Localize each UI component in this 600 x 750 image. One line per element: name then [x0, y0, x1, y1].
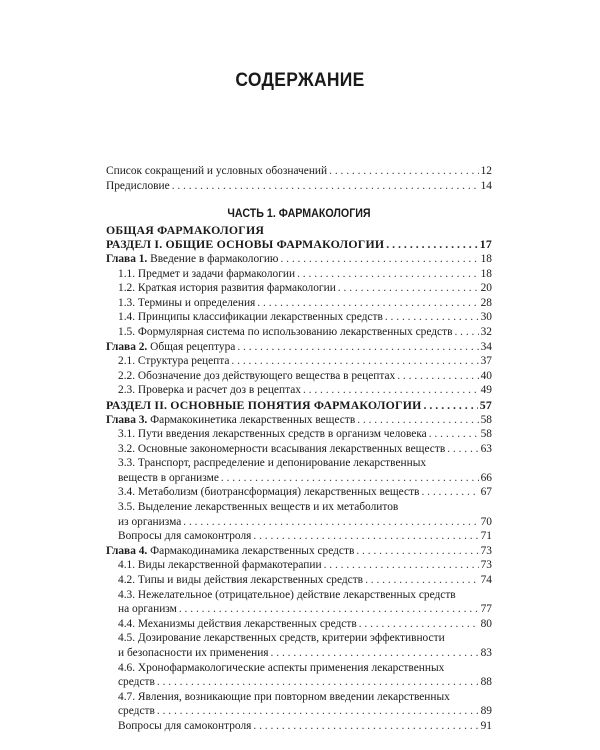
entry-page: 67 [480, 486, 492, 499]
toc-item-1-5 [106, 325, 492, 340]
entry-page: 73 [480, 559, 492, 572]
part-title: ЧАСТЬ 1. ФАРМАКОЛОГИЯ [227, 207, 371, 221]
entry-title: Вопросы для самоконтроля [118, 530, 252, 543]
entry-title-cont: из организма [118, 515, 182, 528]
entry-page: 77 [480, 603, 492, 616]
toc-item-3-2 [106, 442, 492, 457]
dot-leader [359, 617, 479, 632]
entry-title: 1.4. Принципы классификации лекарственных средств [118, 311, 383, 324]
toc-item-1-3 [106, 296, 492, 311]
dot-leader [253, 529, 478, 544]
entry-page: 28 [480, 296, 492, 309]
dot-leader [357, 413, 478, 428]
chapter-name: Общая рецептура [147, 340, 236, 353]
entry-page: 49 [480, 384, 492, 397]
dot-leader [397, 369, 478, 384]
dot-leader [365, 573, 479, 588]
dot-leader [179, 602, 479, 617]
toc-section-1 [106, 237, 492, 252]
toc-item-3-1 [106, 427, 492, 442]
entry-title: 4.4. Механизмы действия лекарственных средств [118, 617, 357, 630]
toc-item-3-3-line2 [106, 471, 492, 486]
entry-title-cont: средств [118, 705, 155, 718]
toc-item-3-3-line1 [106, 456, 492, 471]
dot-leader [324, 558, 479, 573]
entry-title-cont: средств [118, 676, 155, 689]
toc-item-4-4 [106, 617, 492, 632]
entry-title: Список сокращений и условных обозначений [106, 165, 328, 177]
dot-leader [303, 383, 479, 398]
toc-item-4-questions [106, 719, 492, 734]
entry-title: Предисловие [106, 179, 170, 192]
chapter-label: Глава 3. [106, 413, 148, 426]
toc-chapter-2 [106, 340, 492, 355]
table-of-contents [106, 164, 492, 734]
entry-title: 2.3. Проверка и расчет доз в рецептах [118, 384, 301, 397]
dot-leader [454, 325, 478, 340]
toc-section-2 [106, 398, 492, 413]
entry-title: 4.1. Виды лекарственной фармакотерапии [118, 559, 322, 572]
dot-leader [257, 296, 478, 311]
entry-page: 80 [480, 617, 492, 630]
toc-item-2-2 [106, 369, 492, 384]
entry-page: 57 [479, 397, 492, 412]
dot-leader [329, 164, 478, 179]
toc-item-3-4 [106, 485, 492, 500]
toc-item-4-5-line1 [106, 631, 492, 646]
section-title: РАЗДЕЛ II. ОСНОВНЫЕ ПОНЯТИЯ ФАРМАКОЛОГИИ [106, 397, 422, 412]
toc-item-3-questions [106, 529, 492, 544]
toc-item-4-6-line1 [106, 661, 492, 676]
dot-leader [386, 237, 478, 252]
entry-title: Вопросы для самоконтроля [118, 719, 252, 732]
entry-title-cont: веществ в организме [118, 471, 219, 484]
dot-leader [271, 646, 479, 661]
toc-item-4-1 [106, 558, 492, 573]
toc-item-4-5-line2 [106, 646, 492, 661]
general-pharmacology-title: ОБЩАЯ ФАРМАКОЛОГИЯ [106, 222, 265, 237]
toc-item-3-5-line1 [106, 500, 492, 515]
entry-page: 70 [480, 515, 492, 528]
entry-title: 4.6. Хронофармакологические аспекты применения лекарственных [118, 661, 445, 674]
dot-leader [447, 442, 478, 457]
dot-leader [424, 398, 478, 413]
dot-leader [429, 427, 479, 442]
entry-title: 3.1. Пути введения лекарственных средств в организм человека [118, 428, 427, 441]
entry-page: 18 [480, 267, 492, 280]
entry-title: 1.3. Термины и определения [118, 296, 256, 309]
entry-page: 37 [480, 355, 492, 368]
dot-leader [280, 252, 478, 267]
toc-item-1-4 [106, 310, 492, 325]
toc-item-4-3-line2 [106, 602, 492, 617]
toc-item-4-2 [106, 573, 492, 588]
entry-page: 34 [480, 340, 492, 353]
toc-item-4-3-line1 [106, 588, 492, 603]
toc-item-2-3 [106, 383, 492, 398]
entry-title-cont: и безопасности их применения [118, 647, 269, 659]
toc-item-4-7-line1 [106, 690, 492, 705]
chapter-name: Введение в фармакологию [147, 252, 279, 265]
toc-item-2-1 [106, 354, 492, 369]
dot-leader [421, 485, 478, 500]
entry-page: 58 [480, 428, 492, 441]
entry-title-cont: на организм [118, 603, 177, 616]
entry-title: 3.3. Транспорт, распределение и депонирование лекарственных [118, 457, 427, 470]
toc-item-4-6-line2 [106, 675, 492, 690]
dot-leader [297, 267, 479, 282]
entry-title: 1.2. Краткая история развития фармакологии [118, 282, 336, 295]
entry-title: 1.1. Предмет и задачи фармакологии [118, 267, 296, 280]
chapter-title [106, 340, 235, 355]
entry-page: 12 [480, 165, 492, 177]
entry-page: 66 [480, 471, 492, 484]
toc-item-1-1 [106, 267, 492, 282]
toc-item-3-5-line2 [106, 515, 492, 530]
chapter-name: Фармакодинамика лекарственных средств [147, 544, 355, 557]
toc-chapter-1 [106, 252, 492, 267]
entry-title: 4.7. Явления, возникающие при повторном введении лекарственных [118, 690, 450, 703]
toc-item-1-2 [106, 281, 492, 296]
entry-page: 83 [480, 647, 492, 659]
toc-chapter-4 [106, 544, 492, 559]
dot-leader [356, 544, 478, 559]
dot-leader [172, 179, 479, 194]
dot-leader [157, 704, 479, 719]
entry-title: 3.5. Выделение лекарственных веществ и их метаболитов [118, 501, 399, 514]
chapter-title [106, 413, 355, 428]
chapter-name: Фармакокинетика лекарственных веществ [147, 413, 356, 426]
entry-page: 18 [480, 252, 492, 265]
chapter-label: Глава 4. [106, 544, 148, 557]
entry-page: 40 [480, 369, 492, 382]
toc-chapter-3 [106, 413, 492, 428]
entry-page: 30 [480, 311, 492, 324]
entry-title: 2.2. Обозначение доз действующего вещества в рецептах [118, 369, 396, 382]
entry-page: 17 [479, 237, 492, 252]
section-title: РАЗДЕЛ I. ОБЩИЕ ОСНОВЫ ФАРМАКОЛОГИИ [106, 237, 385, 252]
entry-title: 4.3. Нежелательное (отрицательное) действие лекарственных средств [118, 588, 456, 601]
entry-page: 20 [480, 282, 492, 295]
dot-leader [237, 340, 478, 355]
chapter-title [106, 252, 278, 267]
entry-title: 3.4. Метаболизм (биотрансформация) лекарственных веществ [118, 486, 420, 499]
entry-page: 58 [480, 413, 492, 426]
toc-entry-preface [106, 179, 492, 194]
dot-leader [385, 310, 479, 325]
chapter-title [106, 544, 354, 559]
chapter-label: Глава 2. [106, 340, 148, 353]
entry-title: 4.5. Дозирование лекарственных средств, критерии эффективности [118, 632, 445, 645]
entry-page: 32 [480, 325, 492, 338]
entry-page: 74 [480, 574, 492, 587]
toc-entry-abbreviations [106, 164, 492, 179]
dot-leader [338, 281, 479, 296]
entry-page: 88 [480, 676, 492, 689]
dot-leader [231, 354, 478, 369]
entry-page: 63 [480, 442, 492, 455]
dot-leader [221, 471, 479, 486]
dot-leader [157, 675, 479, 690]
entry-page: 91 [480, 719, 492, 732]
entry-page: 14 [480, 179, 492, 192]
toc-item-4-7-line2 [106, 704, 492, 719]
entry-page: 89 [480, 705, 492, 718]
entry-title: 4.2. Типы и виды действия лекарственных средств [118, 574, 364, 587]
chapter-label: Глава 1. [106, 252, 148, 265]
entry-title: 1.5. Формулярная система по использованию лекарственных средств [118, 325, 453, 338]
dot-leader [183, 515, 478, 530]
entry-title: 3.2. Основные закономерности всасывания лекарственных веществ [118, 442, 446, 455]
page-title: СОДЕРЖАНИЕ [235, 70, 365, 91]
entry-page: 71 [480, 530, 492, 543]
dot-leader [253, 719, 478, 734]
entry-page: 73 [480, 544, 492, 557]
entry-title: 2.1. Структура рецепта [118, 355, 230, 368]
